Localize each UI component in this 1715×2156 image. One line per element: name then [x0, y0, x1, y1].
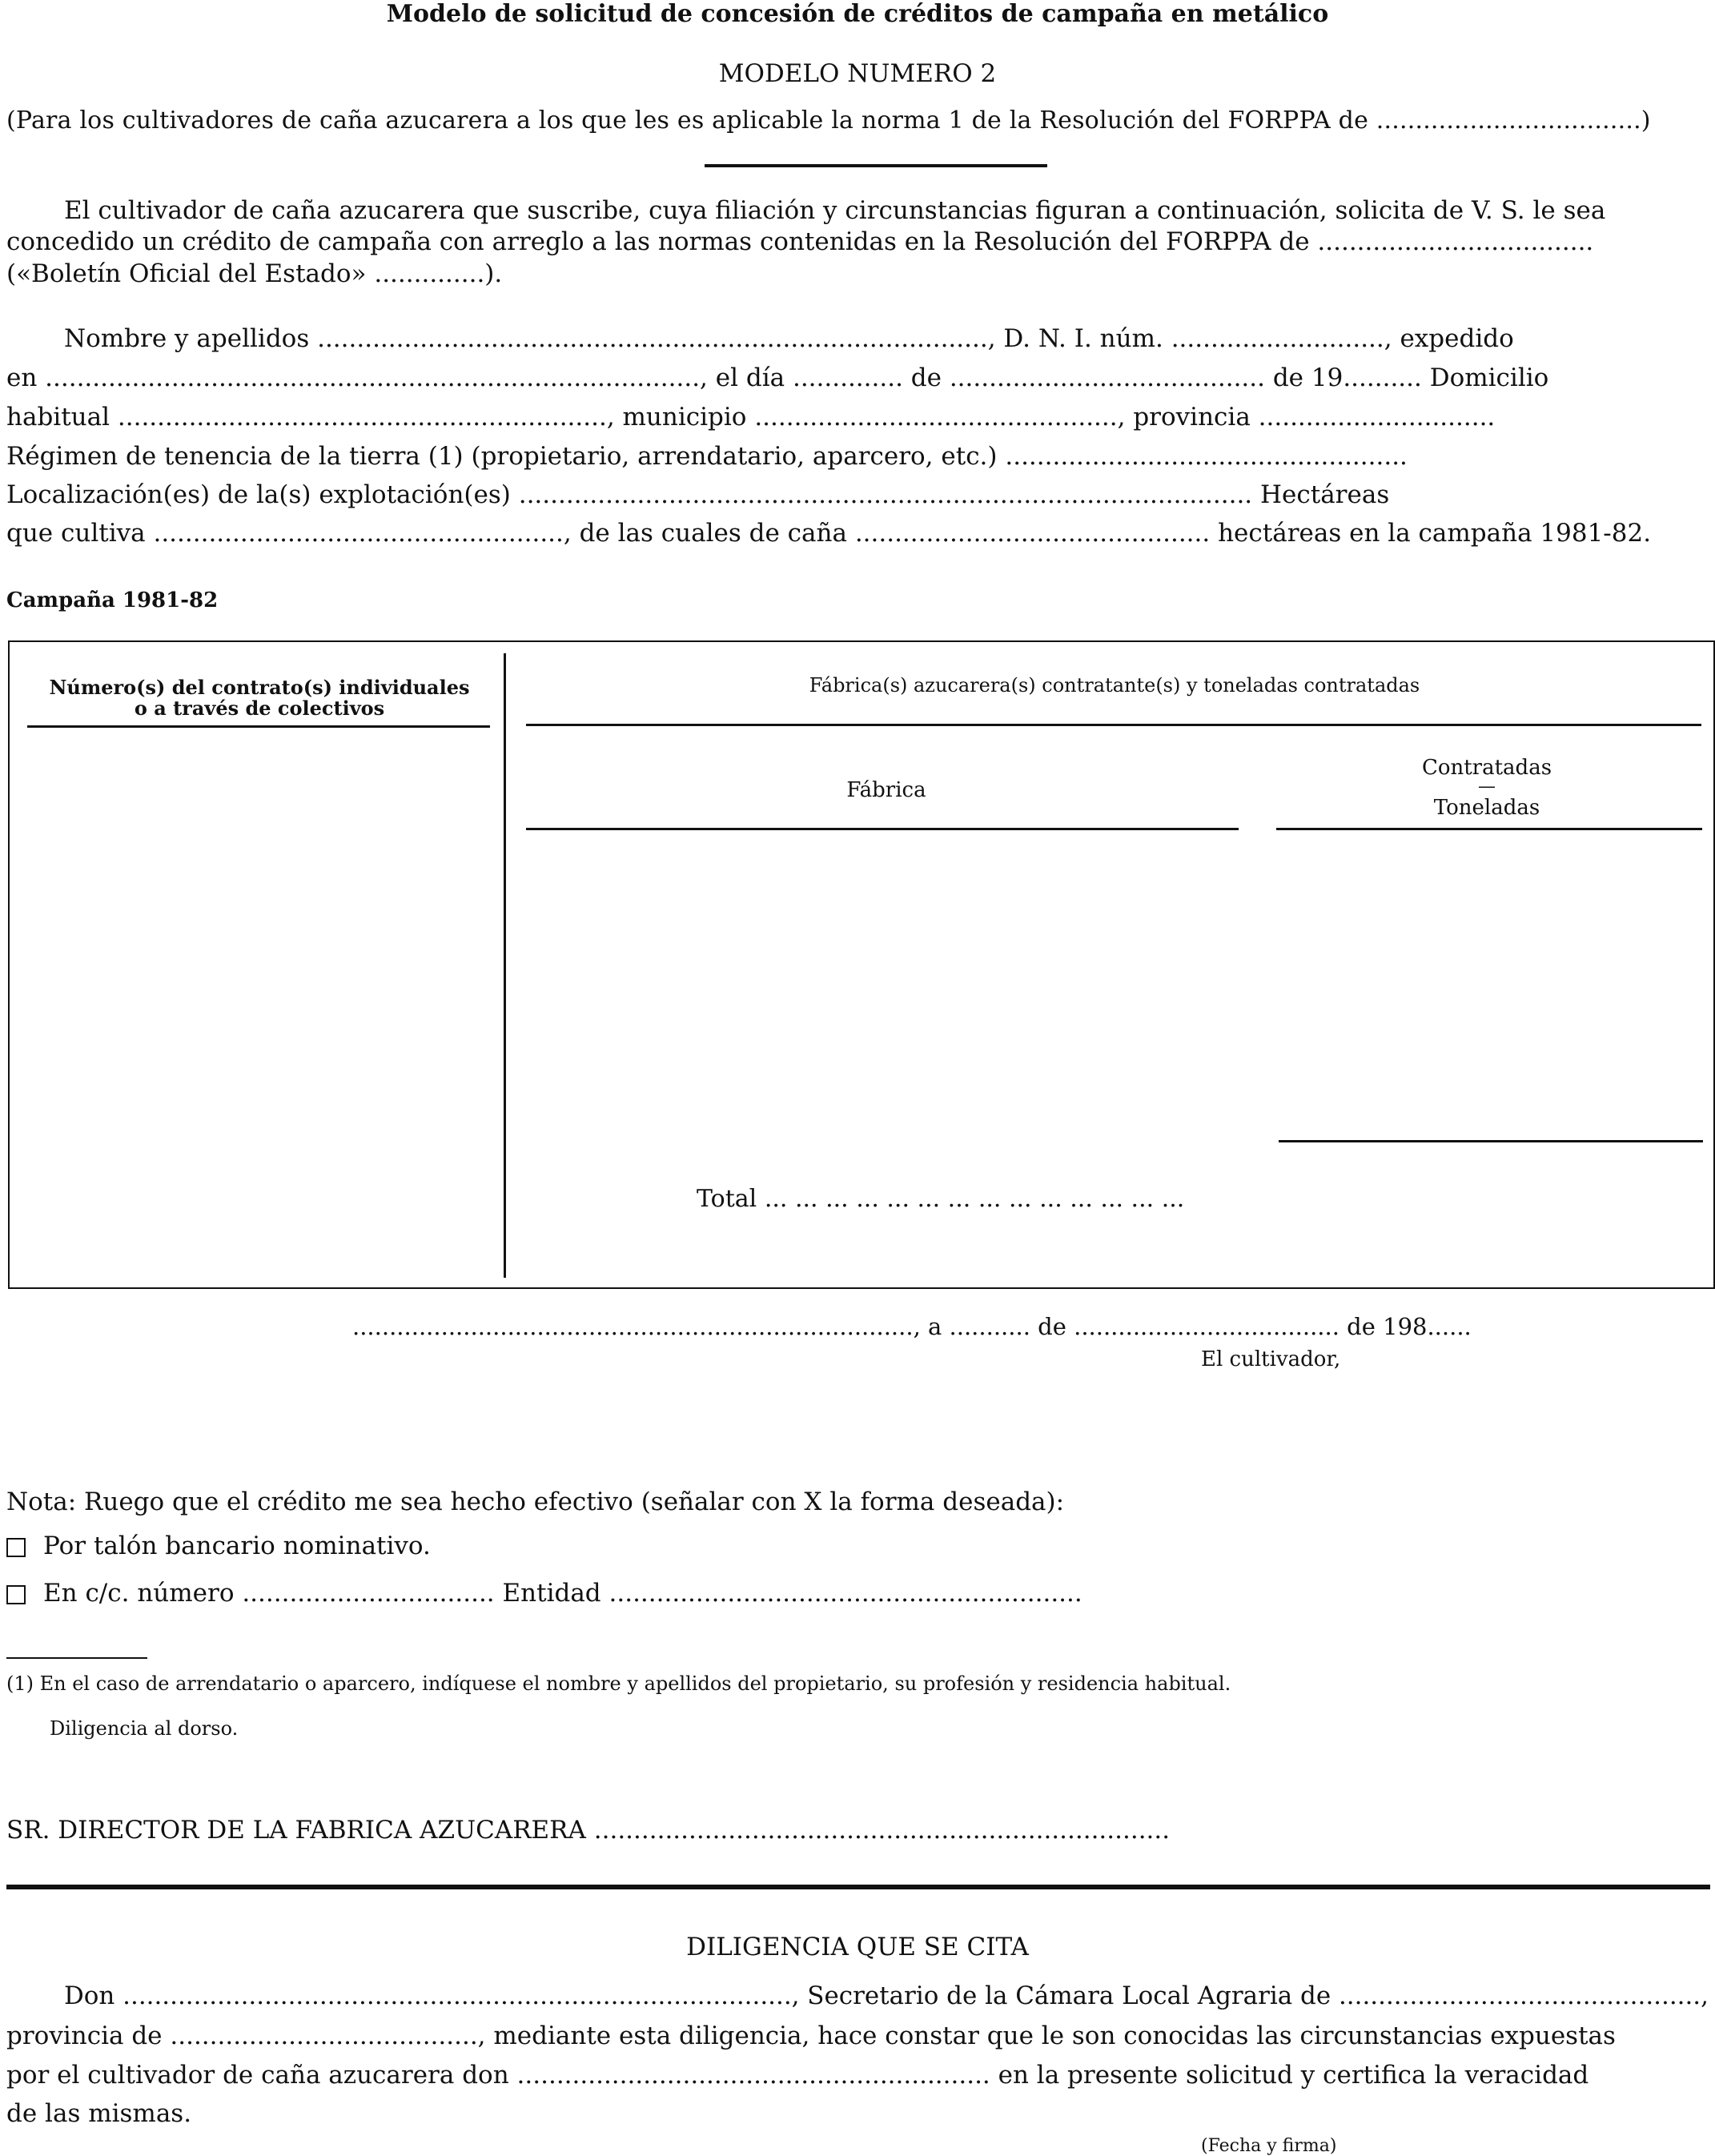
col2-header-rule: [526, 724, 1701, 726]
contracts-table: [8, 640, 1715, 1289]
model-number: MODELO NUMERO 2: [718, 59, 997, 88]
toneladas-column-rule: [1276, 828, 1702, 830]
diligencia-signature: (Fecha y firma): [1201, 2136, 1337, 2156]
field-line-hectares: que cultiva ...................................................., de las cuales de caña ............................................. hectáreas en la campaña 1981-82.: [6, 519, 1652, 548]
account-checkbox[interactable]: [6, 1585, 26, 1604]
intro-line-3: («Boletín Oficial del Estado» ..............).: [6, 259, 503, 288]
footnote-dorso: Diligencia al dorso.: [50, 1717, 239, 1740]
field-line-issued: en ..................................................................................., el día .............. de ........................................ de 19.......... Domicilio: [6, 363, 1549, 392]
diligencia-line-4: de las mismas.: [6, 2099, 192, 2128]
intro-line-2: concedido un crédito de campaña con arreglo a las normas contenidas en la Resolución del FORPPA de ...................................: [6, 227, 1594, 256]
document-title: Modelo de solicitud de concesión de créditos de campaña en metálico: [386, 0, 1329, 28]
col2-header: Fábrica(s) azucarera(s) contratante(s) y toneladas contratadas: [809, 674, 1420, 697]
title-divider: [705, 164, 1047, 167]
diligencia-title: DILIGENCIA QUE SE CITA: [686, 1933, 1029, 1961]
total-rule: [1279, 1140, 1703, 1142]
place-date-line: ............................................................................, a ........... de .................................... de 198......: [352, 1313, 1472, 1340]
section-divider: [6, 1885, 1710, 1889]
field-line-address: habitual .............................................................., municipio .............................................., provincia ..............................: [6, 403, 1496, 432]
intro-line-1: El cultivador de caña azucarera que suscribe, cuya filiación y circunstancias figuran a continuación, solicita de V. S. le sea: [64, 196, 1606, 225]
field-line-location: Localización(es) de la(s) explotación(es) ............................................................................................. Hectáreas: [6, 480, 1390, 509]
fabrica-column-rule: [526, 828, 1239, 830]
field-line-name: Nombre y apellidos ....................................................................................., D. N. I. núm. ..........................., expedido: [64, 324, 1514, 353]
cheque-checkbox[interactable]: [6, 1538, 26, 1557]
col1-header-rule: [27, 725, 490, 728]
payment-option-account: [6, 1579, 1082, 1608]
payment-note: Nota: Ruego que el crédito me sea hecho efectivo (señalar con X la forma deseada):: [6, 1488, 1065, 1516]
diligencia-line-3: por el cultivador de caña azucarera don ............................................................ en la presente solicitud y certifica la veracidad: [6, 2061, 1589, 2090]
field-line-tenure: Régimen de tenencia de la tierra (1) (propietario, arrendatario, aparcero, etc.) ...................................................: [6, 442, 1408, 471]
col1-header-line1: Número(s) del contrato(s) individuales: [49, 676, 470, 699]
diligencia-line-1: Don ....................................................................................., Secretario de la Cámara Local Agraria de ..............................................,: [64, 1981, 1709, 2010]
footnote-text: (1) En el caso de arrendatario o aparcero, indíquese el nombre y apellidos del propietario, su profesión y residencia habitual.: [6, 1672, 1231, 1695]
cheque-option-label: Por talón bancario nominativo.: [43, 1532, 431, 1560]
subheader-contratadas: Contratadas: [1421, 756, 1552, 780]
signature-role: El cultivador,: [1201, 1347, 1341, 1371]
subheader-dash: —: [1478, 777, 1496, 797]
footnote-divider: [6, 1657, 147, 1659]
account-option-label: En c/c. número ................................ Entidad ............................................................: [43, 1579, 1082, 1608]
subheader-fabrica: Fábrica: [846, 778, 926, 802]
total-label: Total ... ... ... ... ... ... ... ... ... ... ... ... ... ...: [697, 1185, 1185, 1213]
col1-header-line2: o a través de colectivos: [134, 697, 385, 720]
subheader-toneladas: Toneladas: [1433, 796, 1540, 820]
table-column-divider: [504, 653, 506, 1278]
addressee-line: SR. DIRECTOR DE LA FABRICA AZUCARERA .........................................................................: [6, 1816, 1171, 1845]
diligencia-line-2: provincia de ......................................., mediante esta diligencia, hace constar que le son conocidas las circunstancias expuestas: [6, 2022, 1616, 2050]
campaign-label: Campaña 1981-82: [6, 588, 219, 612]
model-subtitle: (Para los cultivadores de caña azucarera a los que les es aplicable la norma 1 de la Resolución del FORPPA de ..................................): [6, 106, 1651, 134]
payment-option-cheque: [6, 1532, 431, 1560]
